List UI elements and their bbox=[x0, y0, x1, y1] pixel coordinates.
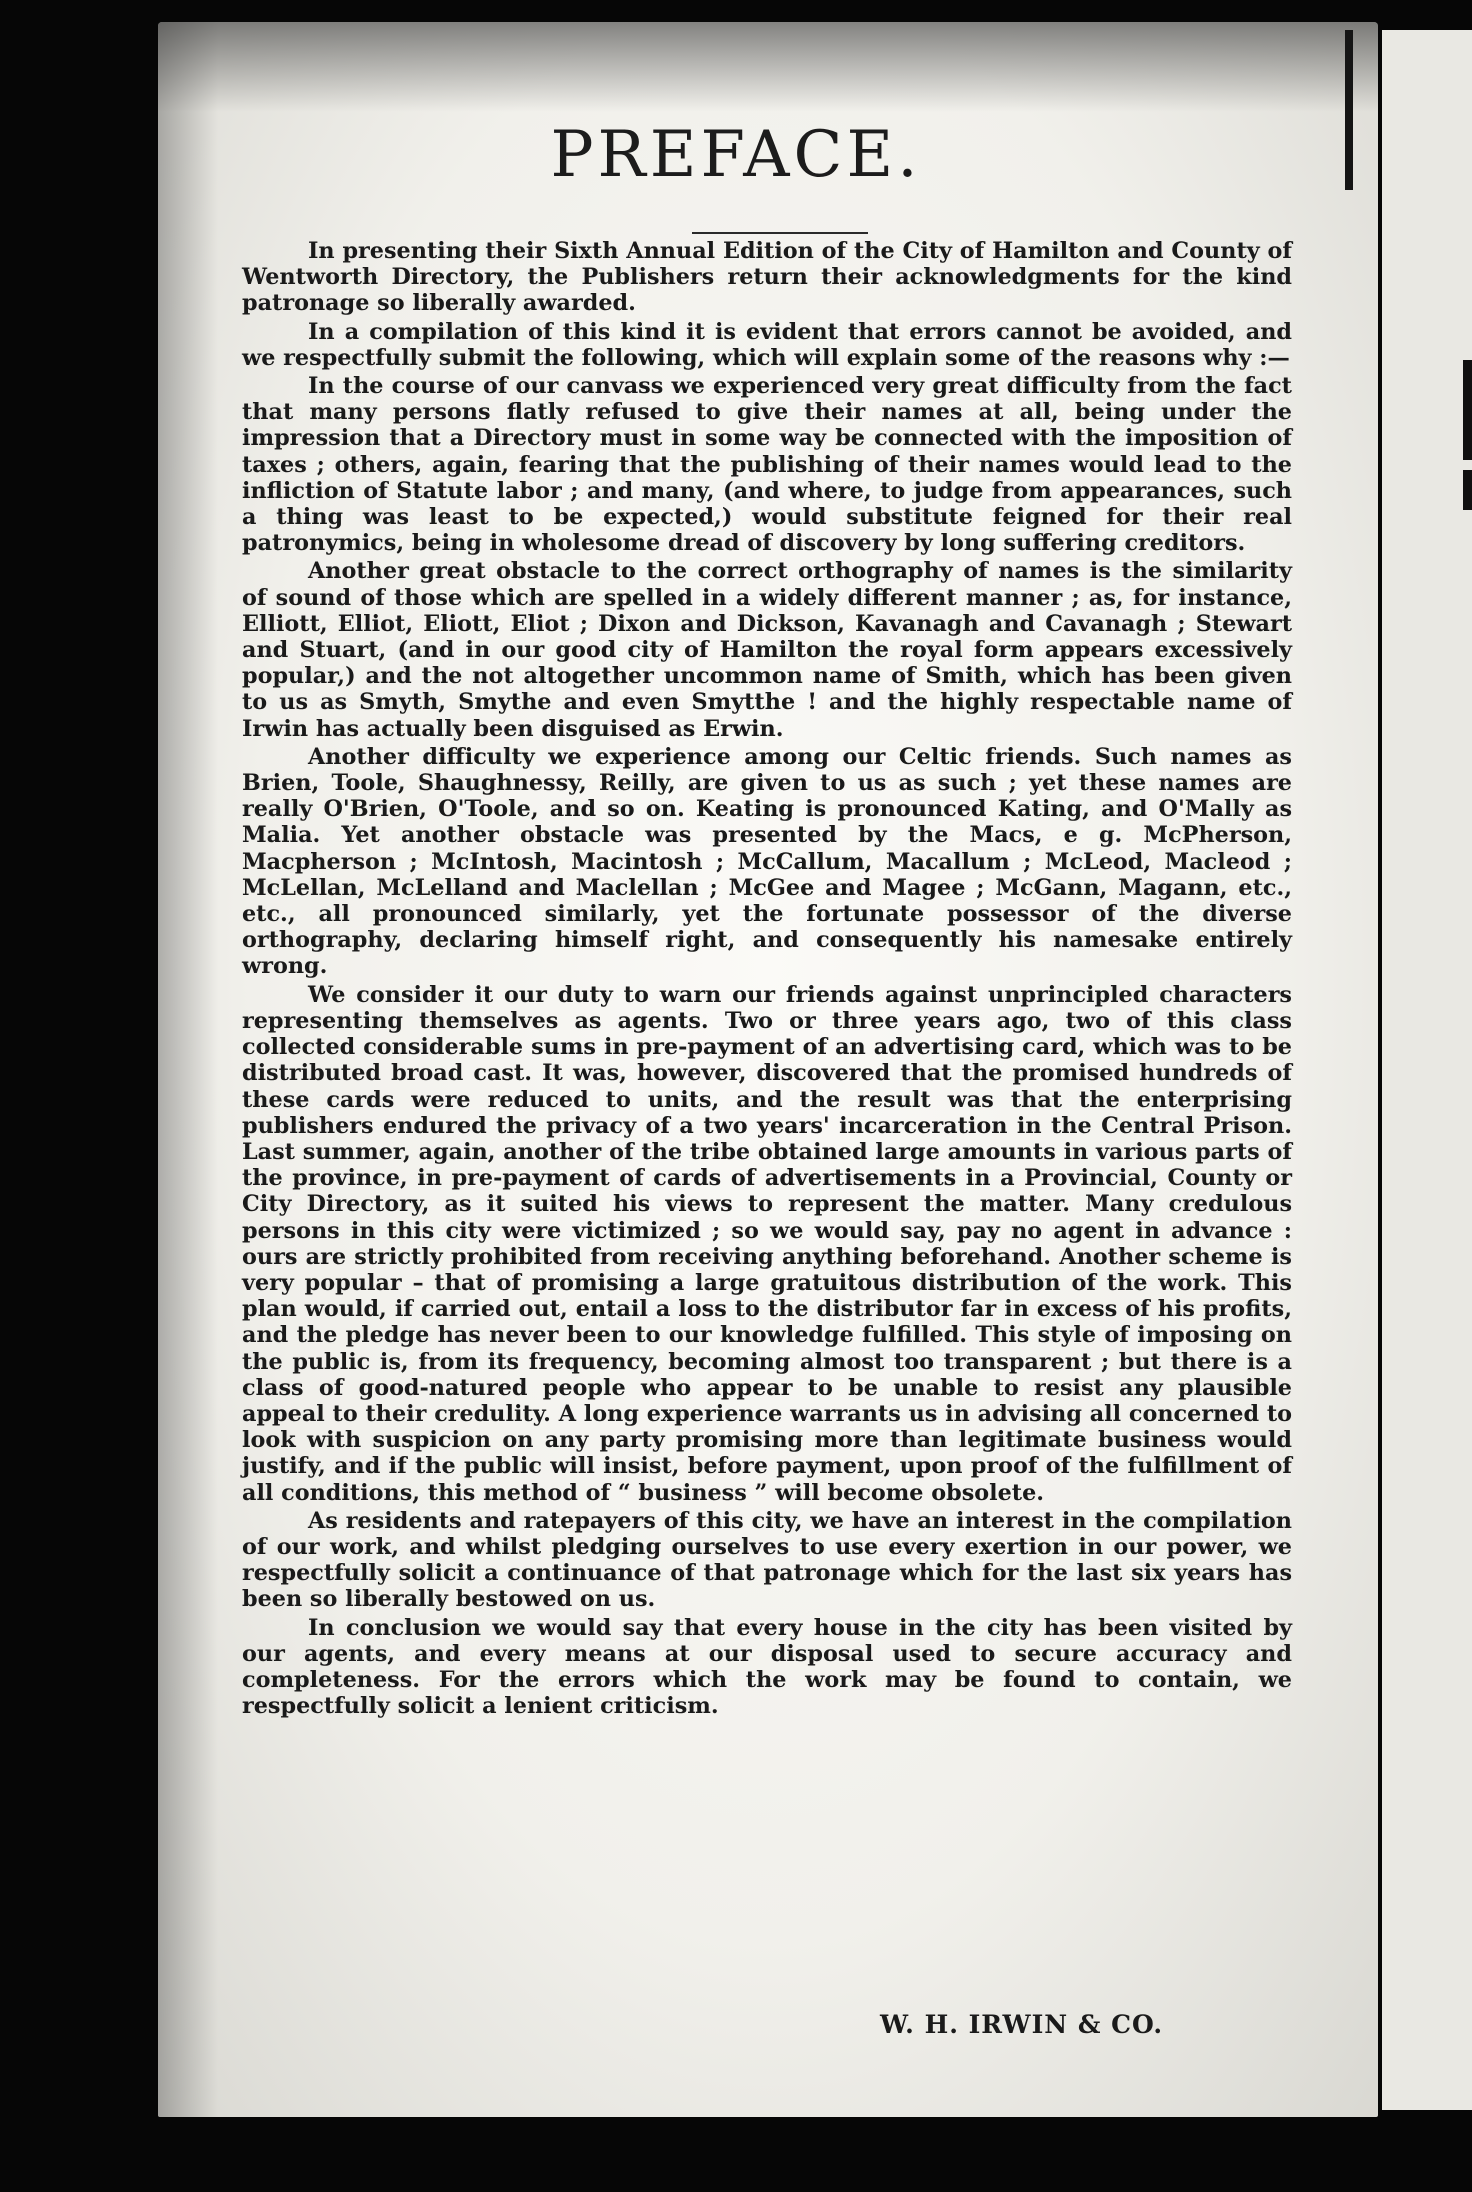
paragraph: Another great obstacle to the correct orthography of names is the similarity of sound of those which are spelled in a widely different manner ; as, for instance, Elliott, Elliot, Eliott, Eliot ; Dixon and Dickson, Kavanagh and Cavanagh ; Stewart and Stuart, (and in our good city of Hamilton the royal form appears excessively popular,) and the not altogether uncommon name of Smith, which has been given to us as Smyth, Smythe and even Smytthe ! and the highly respectable name of Irwin has actually been disguised as Erwin. bbox=[242, 558, 1292, 742]
adjacent-page-mark bbox=[1463, 470, 1472, 510]
title-rule bbox=[692, 232, 868, 234]
adjacent-page-edge bbox=[1382, 30, 1472, 2110]
paragraph: In a compilation of this kind it is evident that errors cannot be avoided, and we respectfully submit the following, which will explain some of the reasons why :— bbox=[242, 318, 1292, 371]
paragraph: As residents and ratepayers of this city, we have an interest in the compilation of our work, and whilst pledging ourselves to use every exertion in our power, we respectfully solicit a continuance of that patronage which for the last six years has been so liberally bestowed on us. bbox=[242, 1507, 1292, 1613]
paragraph: In conclusion we would say that every house in the city has been visited by our agents, and every means at our disposal used to secure accuracy and completeness. For the errors which the work may be found to contain, we respectfully solicit a lenient criticism. bbox=[242, 1614, 1292, 1720]
preface-body bbox=[242, 238, 1292, 1719]
paragraph: In presenting their Sixth Annual Edition of the City of Hamilton and County of Wentworth Directory, the Publishers return their acknowledgments for the kind patronage so liberally awarded. bbox=[242, 238, 1292, 317]
signature: W. H. IRWIN & CO. bbox=[880, 2010, 1164, 2039]
paragraph: We consider it our duty to warn our friends against unprincipled characters representing themselves as agents. Two or three years ago, two of this class collected considerable sums in pre-payment of an advertising card, which was to be distributed broad cast. It was, however, discovered that the promised hundreds of these cards were reduced to units, and the result was that the enterprising publishers endured the privacy of a two years' incarceration in the Central Prison. Last summer, again, another of the tribe obtained large amounts in various parts of the province, in pre-payment of cards of advertisements in a Provincial, County or City Directory, as it suited his views to represent the matter. Many credulous persons in this city were victimized ; so we would say, pay no agent in advance : ours are strictly prohibited from receiving anything beforehand. Another scheme is very popular – that of promising a large gratuitous distribution of the work. This plan would, if carried out, entail a loss to the distributor far in excess of his profits, and the pledge has never been to our knowledge fulfilled. This style of imposing on the public is, from its frequency, becoming almost too transparent ; but there is a class of good-natured people who appear to be unable to resist any plausible appeal to their credulity. A long experience warrants us in advising all concerned to look with suspicion on any party promising more than legitimate business would justify, and if the public will insist, before payment, upon proof of the fulfillment of all conditions, this method of “ business ” will become obsolete. bbox=[242, 981, 1292, 1506]
adjacent-page-mark bbox=[1463, 360, 1472, 460]
page-title: PREFACE. bbox=[550, 118, 922, 192]
paragraph: In the course of our canvass we experienced very great difficulty from the fact that many persons flatly refused to give their names at all, being under the impression that a Directory must in some way be connected with the imposition of taxes ; others, again, fearing that the publishing of their names would lead to the infliction of Statute labor ; and many, (and where, to judge from appearances, such a thing was least to be expected,) would substitute feigned for their real patronymics, being in wholesome dread of discovery by long suffering creditors. bbox=[242, 373, 1292, 557]
paragraph: Another difficulty we experience among our Celtic friends. Such names as Brien, Toole, Shaughnessy, Reilly, are given to us as such ; yet these names are really O'Brien, O'Toole, and so on. Keating is pronounced Kating, and O'Mally as Malia. Yet another obstacle was presented by the Macs, e g. McPherson, Macpherson ; McIntosh, Macintosh ; McCallum, Macallum ; McLeod, Macleod ; McLellan, McLelland and Maclellan ; McGee and Magee ; McGann, Magann, etc., etc., all pronounced similarly, yet the fortunate possessor of the diverse orthography, declaring himself right, and consequently his namesake entirely wrong. bbox=[242, 743, 1292, 980]
